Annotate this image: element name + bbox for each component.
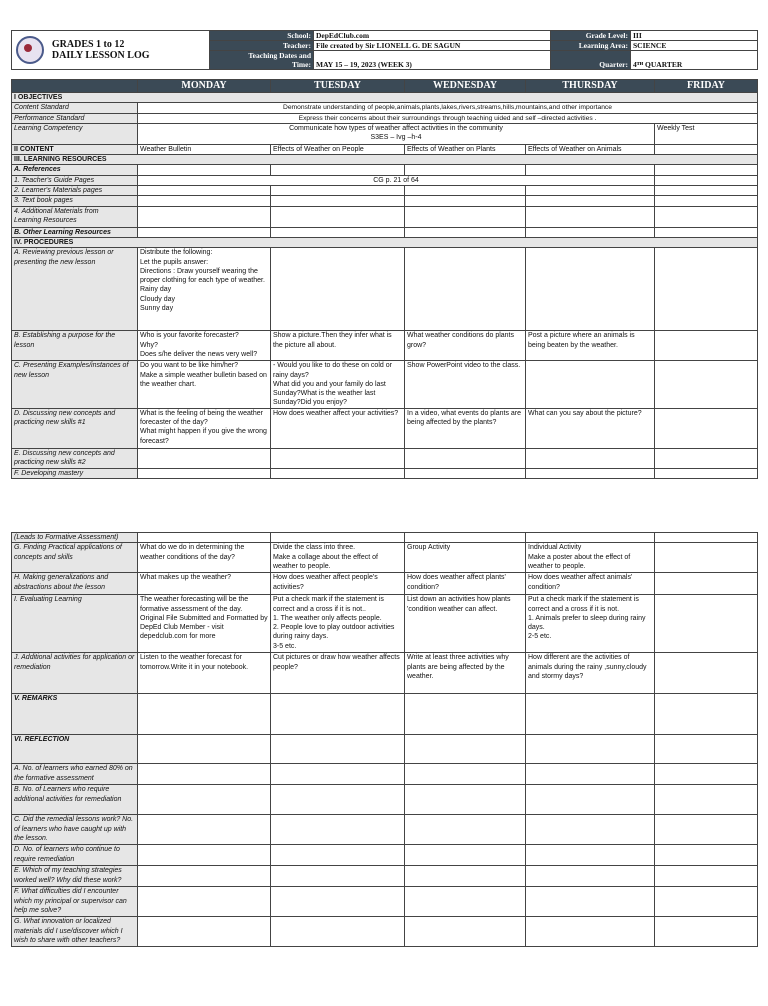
reflection-label: VI. REFLECTION [12, 735, 138, 764]
content-standard-text: Demonstrate understanding of people,animals,plants,lakes,rivers,streams,hills,mountains,and other importance [138, 103, 758, 113]
proc-g-mon: What do we do in determining the weather conditions of the day? [138, 543, 271, 573]
proc-i-mon-line: Original File Submitted and Formatted by DepEd Club Member - visit depedclub.com for more [140, 614, 268, 641]
content-tue: Effects of Weather on People [271, 144, 405, 154]
header-table [11, 30, 758, 70]
proc-h-thu: How does weather affect animals' condition? [526, 573, 655, 595]
day-thursday: THURSDAY [526, 80, 655, 93]
deped-seal-icon [16, 36, 44, 64]
other-resources-label: B. Other Learning Resources [12, 227, 138, 237]
proc-b-thu: Post a picture where an animals is being beaten by the weather. [526, 331, 655, 361]
references-label: A. References [12, 165, 138, 175]
reflection-d: D. No. of learners who continue to require remediation [12, 845, 138, 866]
tg-value: CG p. 21 of 64 [138, 175, 655, 185]
proc-b-mon-line: Who is your favorite forecaster? [140, 332, 239, 340]
day-header-blank [12, 80, 138, 93]
proc-g-thu-line: Individual Activity [528, 544, 582, 552]
quarter-value: 4ᵀᴴ QUARTER [631, 51, 758, 70]
proc-j-tue: Cut pictures or draw how weather affects people? [271, 653, 405, 694]
remarks-label: V. REMARKS [12, 694, 138, 735]
day-tuesday: TUESDAY [271, 80, 405, 93]
school-label: School: [210, 31, 314, 41]
proc-a-mon-line: Directions : Draw yourself wearing the proper clothing for each type of weather. [140, 267, 265, 285]
reflection-b: B. No. of Learners who require additional activities for remediation [12, 785, 138, 815]
procedures-title: IV. PROCEDURES [12, 237, 758, 247]
competency-main: Communicate how types of weather affect activities in the community [289, 124, 503, 132]
proc-d-mon-line: What is the feeling of being the weather forecaster of the day? [140, 409, 263, 427]
content-label: II CONTENT [12, 144, 138, 154]
proc-g-thu-line: Make a poster about the effect of weather to people. [528, 553, 631, 570]
proc-c-tue [271, 361, 405, 408]
proc-j-wed: Write at least three activities why plants are being affected by the weather. [405, 653, 526, 694]
proc-i-tue-line: 1. The weather only affects people. [273, 614, 382, 622]
day-wednesday: WEDNESDAY [405, 80, 526, 93]
proc-i-mon [138, 595, 271, 653]
proc-f-continued: (Leads to Formative Assessment) [12, 533, 138, 543]
proc-a-mon-line: Distribute the following: [140, 249, 213, 257]
objectives-title: I OBJECTIVES [12, 93, 758, 103]
proc-b-tue: Show a picture.Then they infer what is the picture all about. [271, 331, 405, 361]
proc-i-thu [526, 595, 655, 653]
proc-a-label: A. Reviewing previous lesson or presenting the new lesson [12, 248, 138, 331]
content-mon: Weather Bulletin [138, 144, 271, 154]
proc-c-mon [138, 361, 271, 408]
proc-b-mon [138, 331, 271, 361]
proc-a-mon-line: Cloudy day [140, 295, 176, 303]
proc-g-tue [271, 543, 405, 573]
proc-h-wed: How does weather affect plants' condition? [405, 573, 526, 595]
proc-c-wed: Show PowerPoint video to the class. [405, 361, 526, 408]
proc-i-thu-line: 2-5 etc. [528, 633, 552, 641]
proc-i-mon-line: The weather forecasting will be the formative assessment of the day. [140, 596, 249, 613]
additional-materials-line1: 4. Additional Materials from [14, 207, 99, 215]
proc-d-mon-line: What might happen if you give the wrong forecast? [140, 428, 267, 445]
reflection-g: G. What innovation or localized materials did I use/discover which I wish to share with other teachers? [12, 917, 138, 947]
proc-g-label: G. Finding Practical applications of concepts and skills [12, 543, 138, 573]
dates-value: MAY 15 – 19, 2023 (WEEK 3) [314, 51, 551, 70]
additional-materials-line2: Learning Resources [14, 216, 77, 224]
school-value: DepEdClub.com [314, 31, 551, 41]
logo-line-1: GRADES 1 to 12 [51, 39, 125, 50]
proc-e-label: E. Discussing new concepts and practicing new skills #2 [12, 448, 138, 468]
proc-i-label: I. Evaluating Learning [12, 595, 138, 653]
quarter-label: Quarter: [551, 51, 631, 70]
grade-value: III [631, 31, 758, 41]
teacher-value: File created by Sir LIONELL G. DE SAGUN [314, 41, 551, 51]
proc-b-mon-line: Does s/he deliver the news very well? [140, 350, 258, 358]
dates-label-line2: Time: [291, 60, 311, 69]
lesson-table-page1 [11, 79, 758, 479]
proc-a-mon [138, 248, 271, 331]
proc-c-tue-line: What did you and your family do last Sunday?What is the weather last Sunday?Did you enjoy? [273, 380, 386, 407]
proc-g-tue-line: Divide the class into three. [273, 544, 356, 552]
dates-label [210, 51, 314, 70]
competency-label: Learning Competency [12, 123, 138, 144]
area-value: SCIENCE [631, 41, 758, 51]
logo-line-2: DAILY LESSON LOG [51, 50, 150, 61]
reflection-c: C. Did the remedial lessons work? No. of learners who have caught up with the lesson. [12, 815, 138, 845]
proc-i-thu-line: Put a check mark if the statement is correct and a cross if it is not. [528, 596, 639, 613]
reflection-f: F. What difficulties did I encounter which my principal or supervisor can help me solve? [12, 887, 138, 917]
proc-j-mon: Listen to the weather forecast for tomorrow.Write it in your notebook. [138, 653, 271, 694]
grade-label: Grade Level: [551, 31, 631, 41]
proc-i-tue-line: 3-5 etc. [273, 642, 297, 650]
dates-label-line1: Teaching Dates and [248, 51, 311, 60]
proc-i-thu-line: 1. Animals prefer to sleep during rainy days. [528, 614, 646, 632]
proc-h-mon: What makes up the weather? [138, 573, 271, 595]
proc-d-tue: How does weather affect your activities? [271, 408, 405, 448]
reflection-a: A. No. of learners who earned 80% on the formative assessment [12, 764, 138, 785]
proc-c-tue-line: - Would you like to do these on cold or rainy days? [273, 362, 392, 379]
resources-title: III. LEARNING RESOURCES [12, 155, 758, 165]
proc-h-tue: How does weather affect people's activities? [271, 573, 405, 595]
proc-b-mon-line: Why? [140, 341, 158, 349]
proc-j-thu: How different are the activities of animals during the rainy ,sunny,cloudy and stormy days? [526, 653, 655, 694]
proc-a-mon-line: Let the pupils answer: [140, 258, 209, 266]
proc-a-mon-line: Rainy day [140, 286, 172, 294]
logo-block [12, 31, 210, 70]
proc-b-label: B. Establishing a purpose for the lesson [12, 331, 138, 361]
proc-d-wed: In a video, what events do plants are being affected by the plants? [405, 408, 526, 448]
textbook-label: 3. Text book pages [12, 196, 138, 206]
reflection-e: E. Which of my teaching strategies worked well? Why did these work? [12, 866, 138, 887]
proc-f-label: F. Developing mastery [12, 468, 138, 478]
tg-label: 1. Teacher's Guide Pages [12, 175, 138, 185]
content-thu: Effects of Weather on Animals [526, 144, 655, 154]
proc-h-label: H. Making generalizations and abstractions about the lesson [12, 573, 138, 595]
proc-j-label: J. Additional activities for application or remediation [12, 653, 138, 694]
proc-g-thu [526, 543, 655, 573]
content-fri [655, 144, 758, 154]
proc-c-label: C. Presenting Examples/instances of new lesson [12, 361, 138, 408]
content-wed: Effects of Weather on Plants [405, 144, 526, 154]
proc-d-label: D. Discussing new concepts and practicing new skills #1 [12, 408, 138, 448]
proc-d-mon [138, 408, 271, 448]
proc-c-mon-line: Make a simple weather bulletin based on the weather chart. [140, 371, 267, 388]
day-monday: MONDAY [138, 80, 271, 93]
proc-i-tue-line: 2. People love to play outdoor activities during rainy days. [273, 624, 395, 641]
lm-label: 2. Learner's Materials pages [12, 186, 138, 196]
additional-materials-label [12, 206, 138, 227]
day-friday: FRIDAY [655, 80, 758, 93]
proc-d-thu: What can you say about the picture? [526, 408, 655, 448]
teacher-label: Teacher: [210, 41, 314, 51]
proc-b-wed: What weather conditions do plants grow? [405, 331, 526, 361]
lesson-table-page2 [11, 532, 758, 947]
content-standard-label: Content Standard [12, 103, 138, 113]
proc-g-tue-line: Make a collage about the effect of weather to people. [273, 553, 378, 570]
competency-code: S3ES – Ivg –h-4 [370, 134, 422, 142]
proc-c-mon-line: Do you want to be like him/her? [140, 362, 239, 370]
proc-i-tue-line: Put a check mark if the statement is correct and a cross if it is not.. [273, 596, 384, 613]
proc-i-tue [271, 595, 405, 653]
area-label: Learning Area: [551, 41, 631, 51]
performance-standard-label: Performance Standard [12, 113, 138, 123]
proc-g-wed: Group Activity [405, 543, 526, 573]
performance-standard-text: Express their concerns about their surroundings through teaching uided and self –directed activities . [138, 113, 758, 123]
proc-a-mon-line: Sunny day [140, 305, 174, 313]
competency-text [138, 123, 655, 144]
friday-weekly-test: Weekly Test [655, 123, 758, 144]
proc-i-wed: List down an activities how plants 'condition weather can affect. [405, 595, 526, 653]
logo-title [52, 39, 150, 61]
